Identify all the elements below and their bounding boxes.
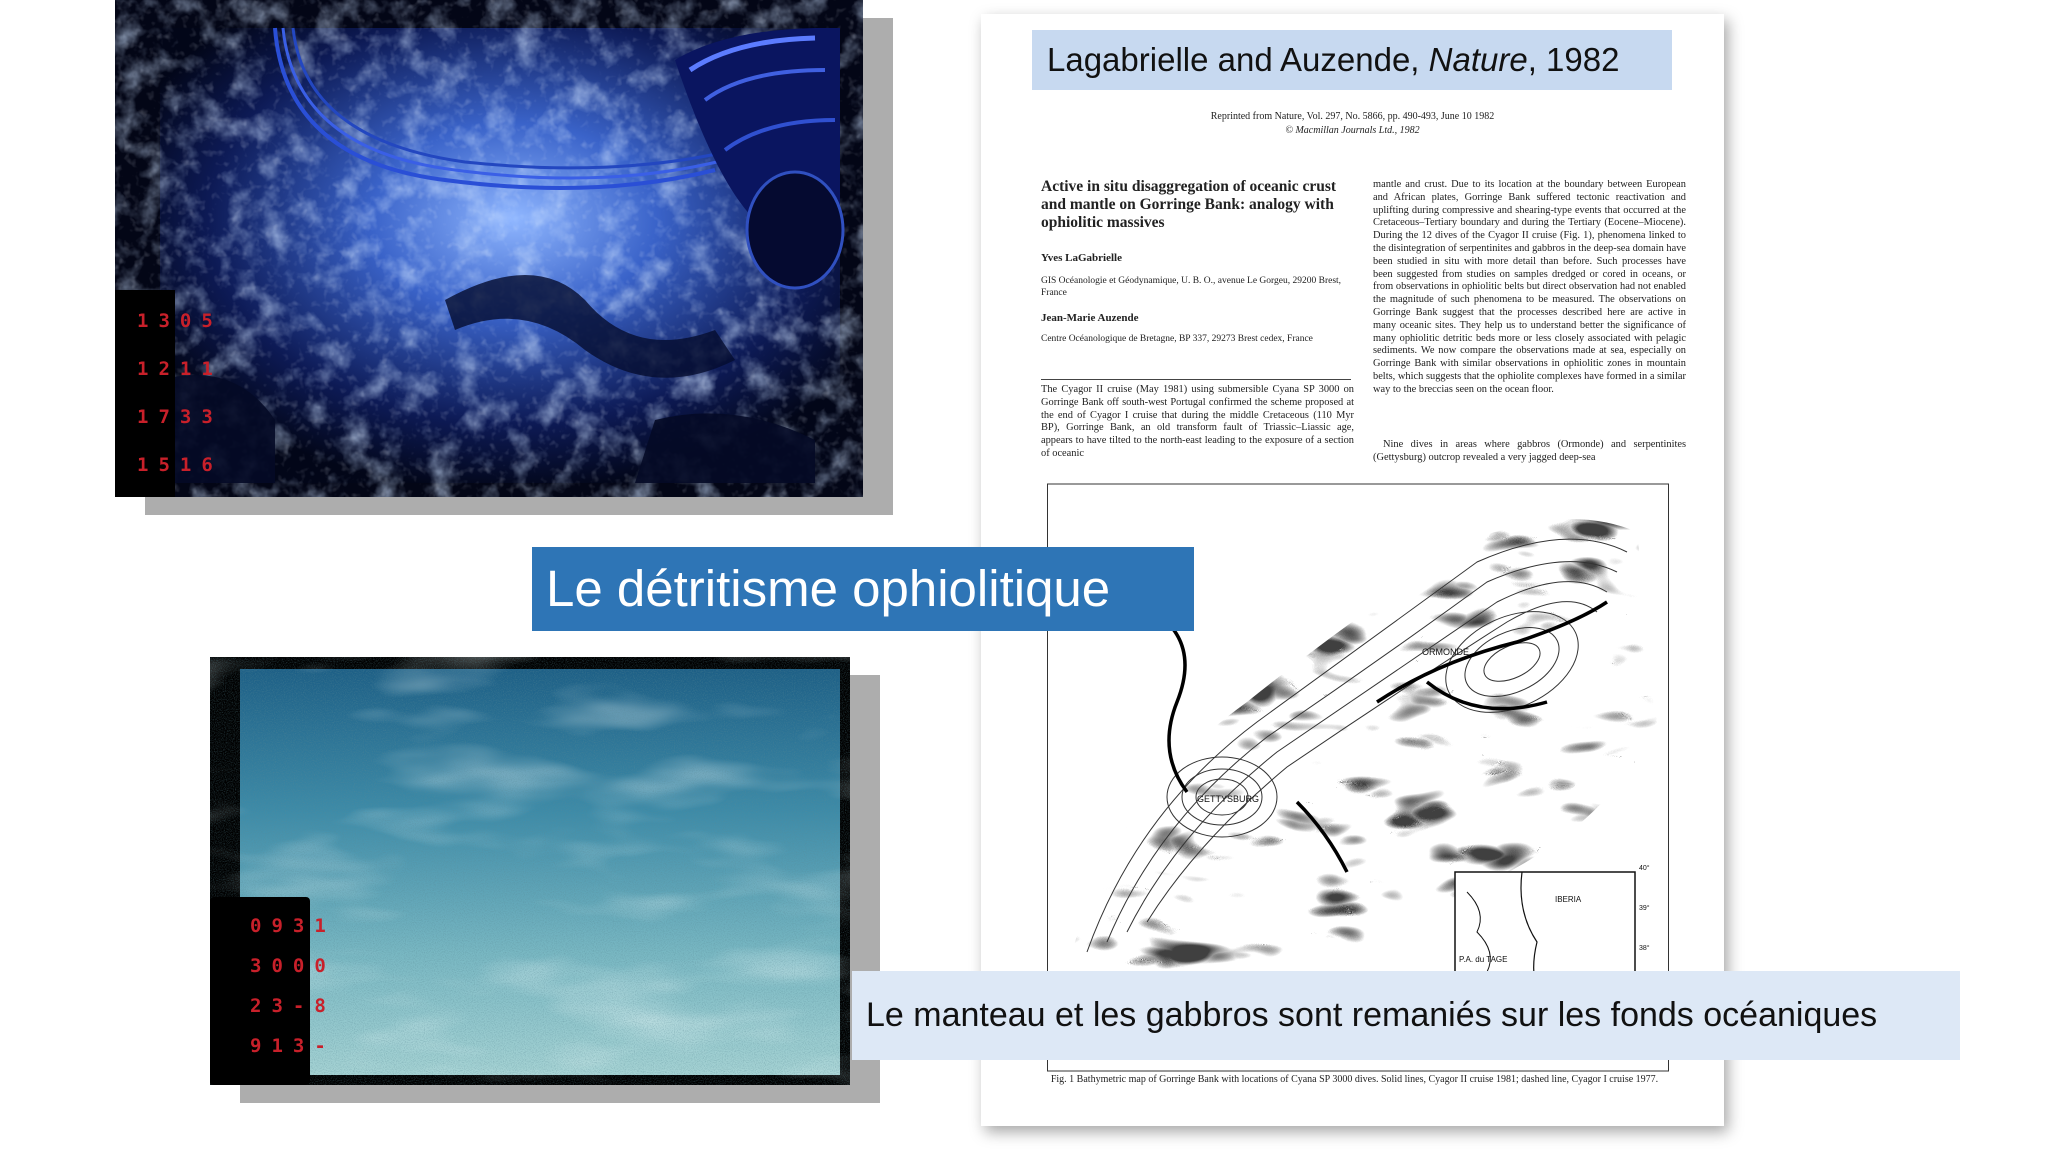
map-label-pa-tage: P.A. du TAGE <box>1459 955 1508 964</box>
body-text-column: The Cyagor II cruise (May 1981) using submersible Cyana SP 3000 on Gorringe Bank off south-west Portugal confirmed the scheme proposed at the end of Cyagor I cruise that during the middle Cretaceous (110 Myr BP), Gorringe Bank, an old transform fault of Triassic–Liassic age, appears to have tilted to the north-east leading to the exposure of a section of oceanic <box>1041 384 1354 459</box>
counter-line: 1733 <box>137 406 223 428</box>
map-label-gettysburg: GETTYSBURG <box>1197 794 1260 804</box>
seafloor-photo-top <box>115 0 863 497</box>
counter-line: 913- <box>250 1035 336 1057</box>
counter-line: 0931 <box>250 915 336 937</box>
author-name: Yves LaGabrielle <box>1041 252 1122 264</box>
author-affiliation: GIS Océanologie et Géodynamique, U. B. O., avenue Le Gorgeu, 29200 Brest, France <box>1041 276 1342 298</box>
paper-title: Active in situ disaggregation of oceanic crust and mantle on Gorringe Bank: analogy with ophiolitic massives <box>1041 178 1337 231</box>
seafloor-rock-image <box>115 0 863 497</box>
counter-line: 1305 <box>137 310 223 332</box>
map-label-ormonde: ORMONDE <box>1422 647 1469 657</box>
latitude-tick: 38° <box>1639 945 1650 952</box>
map-label-iberia: IBERIA <box>1555 895 1582 904</box>
body-text-column: Nine dives in areas where gabbros (Ormonde) and serpentinites (Gettysburg) outcrop revealed a very jagged deep-sea <box>1373 439 1686 463</box>
slide-caption: Le manteau et les gabbros sont remaniés sur les fonds océaniques <box>852 971 1960 1060</box>
citation-year: , 1982 <box>1527 41 1620 78</box>
author-affiliation: Centre Océanologique de Bretagne, BP 337, 29273 Brest cedex, France <box>1041 334 1313 344</box>
citation-authors: Lagabrielle and Auzende, <box>1047 41 1429 78</box>
citation-journal: Nature <box>1428 41 1528 78</box>
divider <box>1041 379 1351 380</box>
counter-line: 1516 <box>137 454 223 476</box>
latitude-tick: 40° <box>1639 865 1650 872</box>
counter-line: 23-8 <box>250 995 336 1017</box>
citation-label <box>1032 30 1672 90</box>
author-name: Jean-Marie Auzende <box>1041 312 1139 324</box>
latitude-tick: 39° <box>1639 905 1650 912</box>
slide-title: Le détritisme ophiolitique <box>532 547 1194 631</box>
seafloor-photo-bottom <box>210 657 850 1085</box>
copyright-line: © Macmillan Journals Ltd., 1982 <box>1285 125 1420 136</box>
body-text-column: mantle and crust. Due to its location at the boundary between European and African plates, Gorringe Bank suffered tectonic reactivation and uplifting during compressive and shearing-type events that occurred at the Cretaceous–Tertiary boundary and during the Tertiary (Eocene–Miocene). During the 12 dives of the Cyagor II cruise (Fig. 1), phenomena linked to the disintegration of serpentinites and gabbros in the deep-sea domain have been studied in situ with more detail than before. Such processes have been suggested from studies on samples dredged or cored in oceans, or from observations in ophiolitic belts but direct observation had not enabled the magnitude of such phenomena to be measured. The observations on Gorringe Bank suggest that the processes described here are active in many oceanic sites. They help us to understand better the significance of many ophiolitic detritic beds more or less closely associated with pelagic sediments. We now compare the observations made at sea, especially on Gorringe Bank with similar observations in ophiolitic zones in mountain belts, which suggests that the ophiolite complexes have formed in a similar way to the breccias seen on the ocean floor. <box>1373 179 1686 395</box>
counter-line: 1211 <box>137 358 223 380</box>
dive-counter <box>137 310 223 502</box>
reprint-line: Reprinted from Nature, Vol. 297, No. 5866, pp. 490-493, June 10 1982 <box>1210 111 1495 122</box>
counter-line: 3000 <box>250 955 336 977</box>
figure-caption: Fig. 1 Bathymetric map of Gorringe Bank with locations of Cyana SP 3000 dives. Solid lines, Cyagor II cruise 1981; dashed line, Cyagor I cruise 1977. <box>1050 1074 1659 1085</box>
dive-counter <box>250 915 336 1075</box>
